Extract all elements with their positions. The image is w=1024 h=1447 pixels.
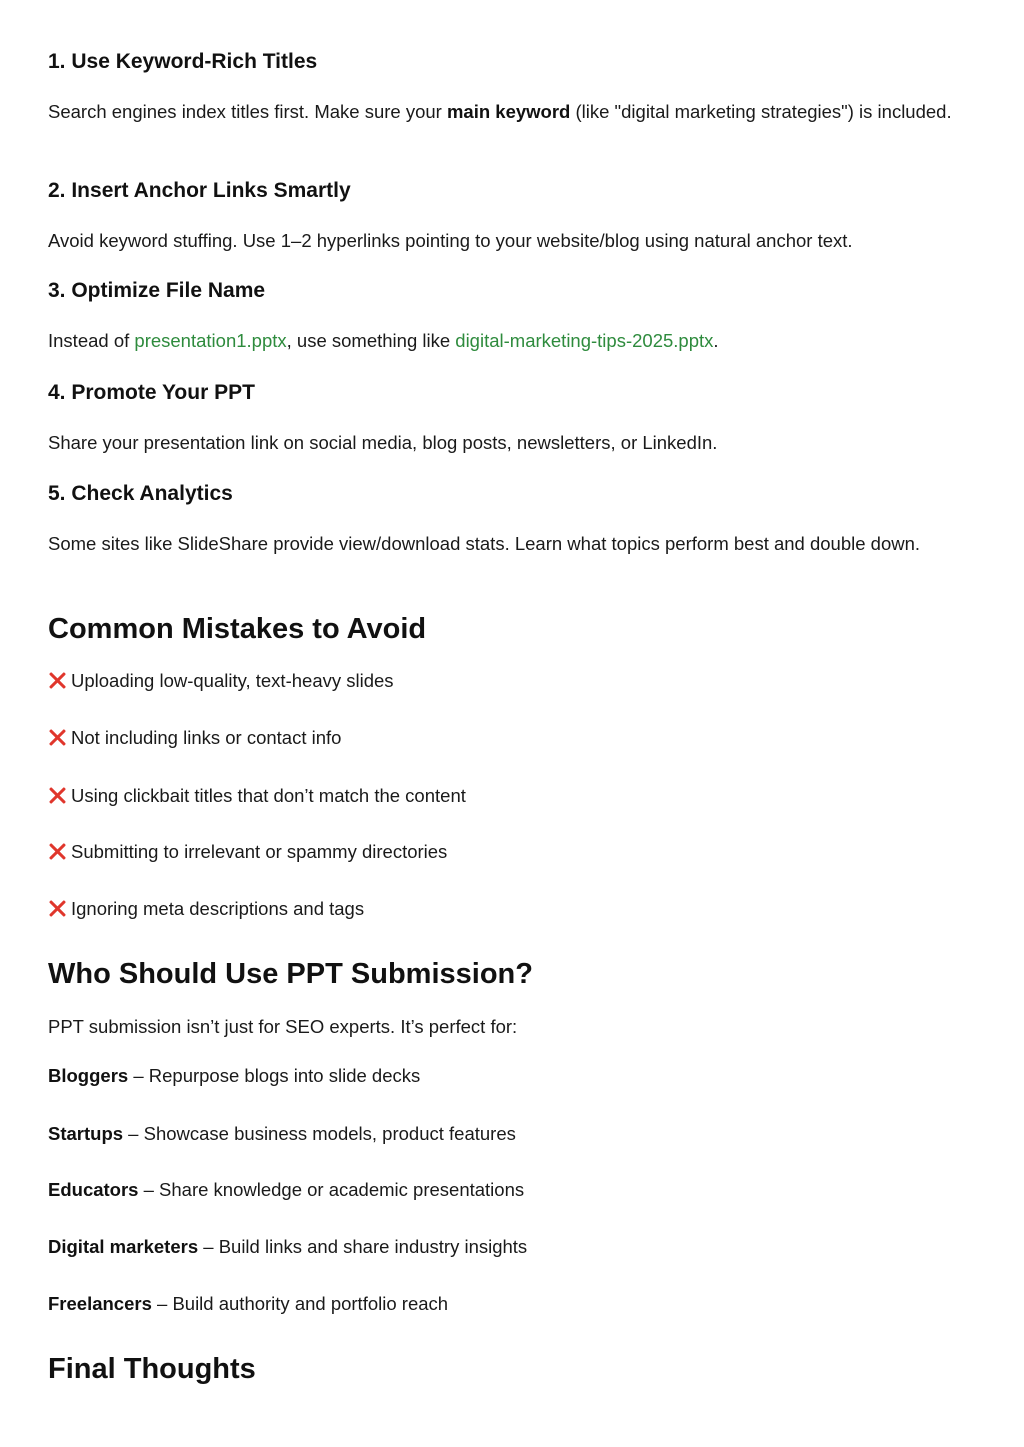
tip-heading-3: 3. Optimize File Name: [48, 279, 266, 302]
mistake-item: [48, 782, 466, 810]
tip-text-1-bold: main keyword: [446, 101, 571, 122]
audience-item: [48, 1062, 420, 1090]
tip-heading-2: 2. Insert Anchor Links Smartly: [48, 179, 351, 202]
audience-desc: – Build links and share industry insights: [198, 1236, 528, 1257]
final-thoughts-heading: Final Thoughts: [48, 1353, 256, 1385]
tip-text-4: Share your presentation link on social media, blog posts, newsletters, or LinkedIn.: [48, 432, 718, 453]
mistake-item: [48, 724, 341, 752]
audience-term: Educators: [48, 1179, 139, 1200]
audience-desc: – Showcase business models, product features: [123, 1123, 516, 1144]
file-name-example-good: digital-marketing-tips-2025.pptx: [455, 330, 714, 351]
audience-item: [48, 1233, 527, 1261]
mistake-item-text: Ignoring meta descriptions and tags: [71, 898, 365, 919]
mistake-item: [48, 838, 447, 866]
audience-desc: – Repurpose blogs into slide decks: [128, 1065, 421, 1086]
mistake-item-text: Uploading low-quality, text-heavy slides: [71, 670, 394, 691]
tip-text-3-middle: , use something like: [286, 330, 456, 351]
cross-mark-icon: [48, 899, 66, 917]
tip-heading-1: 1. Use Keyword-Rich Titles: [48, 50, 318, 73]
who-intro: PPT submission isn’t just for SEO experts. It’s perfect for:: [48, 1016, 518, 1037]
audience-term: Digital marketers: [48, 1236, 199, 1257]
audience-item: [48, 1176, 524, 1204]
tip-text-1-after: (like "digital marketing strategies") is included.: [570, 101, 952, 122]
who-heading: Who Should Use PPT Submission?: [48, 958, 533, 990]
mistakes-heading: Common Mistakes to Avoid: [48, 613, 427, 645]
tip-heading-5: 5. Check Analytics: [48, 482, 233, 505]
tip-text-3-before: Instead of: [48, 330, 135, 351]
cross-mark-icon: [48, 728, 66, 746]
tip-text-2: Avoid keyword stuffing. Use 1–2 hyperlinks pointing to your website/blog using natural anchor text.: [48, 230, 853, 251]
audience-desc: – Build authority and portfolio reach: [151, 1293, 449, 1314]
audience-item: [48, 1120, 516, 1148]
audience-term: Freelancers: [48, 1293, 152, 1314]
audience-desc: – Share knowledge or academic presentations: [138, 1179, 525, 1200]
file-name-example-bad: presentation1.pptx: [134, 330, 287, 351]
audience-item: [48, 1290, 448, 1318]
mistake-item-text: Not including links or contact info: [71, 727, 342, 748]
audience-term: Startups: [48, 1123, 124, 1144]
tip-heading-4: 4. Promote Your PPT: [48, 381, 255, 404]
mistake-item-text: Using clickbait titles that don’t match the content: [71, 785, 466, 806]
tip-text-5: Some sites like SlideShare provide view/download stats. Learn what topics perform best and double down.: [48, 533, 921, 554]
tip-text-1-before: Search engines index titles first. Make sure your: [48, 101, 447, 122]
audience-term: Bloggers: [48, 1065, 129, 1086]
tip-text-3: [48, 327, 978, 355]
tip-text-3-after: .: [713, 330, 719, 351]
cross-mark-icon: [48, 842, 66, 860]
cross-mark-icon: [48, 786, 66, 804]
mistake-item: [48, 895, 364, 923]
mistake-item-text: Submitting to irrelevant or spammy directories: [71, 841, 448, 862]
tip-text-1: [48, 98, 978, 126]
cross-mark-icon: [48, 671, 66, 689]
mistake-item: [48, 667, 394, 695]
